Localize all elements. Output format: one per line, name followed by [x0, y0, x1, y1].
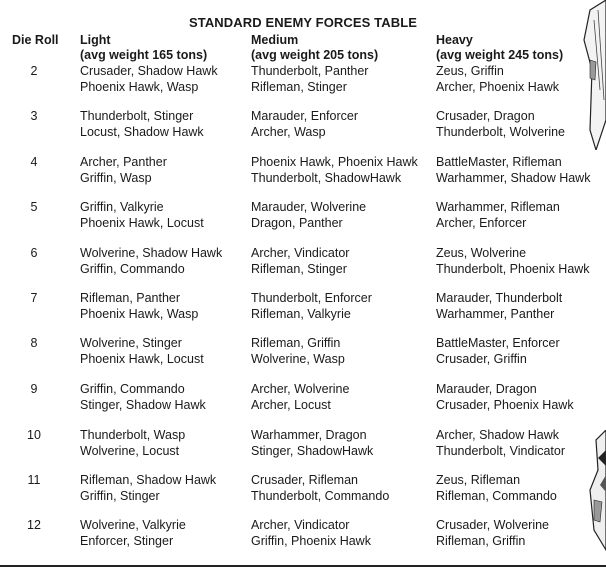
medium-cell: [251, 245, 349, 277]
heavy-line-2: Archer, Enforcer: [436, 216, 527, 230]
medium-line-1: Thunderbolt, Enforcer: [251, 291, 372, 305]
medium-cell: [251, 290, 372, 322]
heavy-cell: [436, 199, 560, 231]
light-cell: [80, 108, 204, 140]
medium-line-2: Rifleman, Stinger: [251, 262, 347, 276]
medium-line-2: Thunderbolt, ShadowHawk: [251, 171, 402, 185]
heavy-line-1: Marauder, Dragon: [436, 382, 537, 396]
table-row: [0, 427, 606, 459]
medium-line-2: Archer, Locust: [251, 398, 331, 412]
medium-line-1: Rifleman, Griffin: [251, 336, 341, 350]
light-line-1: Griffin, Valkyrie: [80, 200, 164, 214]
header-medium: Medium: [251, 33, 299, 47]
medium-line-2: Rifleman, Valkyrie: [251, 307, 351, 321]
die-roll-value: 11: [27, 473, 41, 487]
heavy-cell: [436, 335, 560, 367]
heavy-line-2: Rifleman, Commando: [436, 489, 557, 503]
medium-line-1: Warhammer, Dragon: [251, 428, 367, 442]
heavy-cell: [436, 517, 549, 549]
heavy-line-2: Crusader, Griffin: [436, 352, 527, 366]
die-roll-value: 12: [27, 518, 41, 532]
medium-cell: [251, 63, 368, 95]
light-line-1: Thunderbolt, Stinger: [80, 109, 194, 123]
medium-cell: [251, 517, 371, 549]
heavy-line-2: Warhammer, Shadow Hawk: [436, 171, 591, 185]
heavy-cell: [436, 472, 557, 504]
header-light-weight: (avg weight 165 tons): [80, 48, 208, 62]
heavy-line-1: Marauder, Thunderbolt: [436, 291, 563, 305]
light-cell: [80, 154, 167, 186]
table-row: [0, 199, 606, 231]
medium-line-1: Archer, Vindicator: [251, 518, 350, 532]
heavy-line-2: Thunderbolt, Vindicator: [436, 444, 566, 458]
heavy-cell: [436, 381, 574, 413]
light-line-1: Archer, Panther: [80, 155, 167, 169]
header-medium-weight: (avg weight 205 tons): [251, 48, 379, 62]
table-row: [0, 154, 606, 186]
medium-line-1: Archer, Vindicator: [251, 246, 350, 260]
heavy-line-1: Zeus, Griffin: [436, 64, 504, 78]
medium-line-1: Marauder, Enforcer: [251, 109, 358, 123]
light-cell: [80, 63, 218, 95]
light-cell: [80, 472, 216, 504]
light-line-2: Griffin, Stinger: [80, 489, 160, 503]
heavy-line-2: Thunderbolt, Wolverine: [436, 125, 566, 139]
medium-cell: [251, 335, 345, 367]
die-roll-value: 6: [30, 246, 38, 260]
die-roll-value: 8: [30, 336, 38, 350]
light-line-2: Phoenix Hawk, Locust: [80, 216, 204, 230]
header-heavy-weight: (avg weight 245 tons): [436, 48, 564, 62]
heavy-line-1: Archer, Shadow Hawk: [436, 428, 559, 442]
medium-cell: [251, 199, 366, 231]
die-roll-value: 2: [30, 64, 38, 78]
heavy-line-1: Crusader, Dragon: [436, 109, 535, 123]
medium-line-1: Archer, Wolverine: [251, 382, 350, 396]
medium-line-1: Crusader, Rifleman: [251, 473, 358, 487]
light-line-1: Wolverine, Stinger: [80, 336, 182, 350]
heavy-line-1: Crusader, Wolverine: [436, 518, 550, 532]
bottom-rule: [0, 565, 606, 567]
table-row: [0, 290, 606, 322]
medium-cell: [251, 472, 389, 504]
medium-line-1: Marauder, Wolverine: [251, 200, 367, 214]
header-die-roll: Die Roll: [12, 33, 59, 47]
light-line-2: Phoenix Hawk, Locust: [80, 352, 204, 366]
light-line-1: Wolverine, Shadow Hawk: [80, 246, 223, 260]
header-heavy: Heavy: [436, 33, 473, 47]
table-row: [0, 517, 606, 549]
medium-cell: [251, 154, 418, 186]
light-cell: [80, 290, 198, 322]
light-line-1: Wolverine, Valkyrie: [80, 518, 186, 532]
die-roll-value: 3: [30, 109, 38, 123]
heavy-line-1: Zeus, Rifleman: [436, 473, 521, 487]
medium-line-1: Thunderbolt, Panther: [251, 64, 369, 78]
heavy-line-2: Warhammer, Panther: [436, 307, 555, 321]
light-line-1: Crusader, Shadow Hawk: [80, 64, 218, 78]
heavy-cell: [436, 108, 565, 140]
light-line-2: Phoenix Hawk, Wasp: [80, 80, 199, 94]
light-line-1: Griffin, Commando: [80, 382, 185, 396]
die-roll-value: 7: [30, 291, 38, 305]
light-line-1: Rifleman, Panther: [80, 291, 181, 305]
light-cell: [80, 427, 185, 459]
heavy-line-1: Warhammer, Rifleman: [436, 200, 560, 214]
heavy-cell: [436, 154, 590, 186]
light-line-1: Rifleman, Shadow Hawk: [80, 473, 217, 487]
table-title: STANDARD ENEMY FORCES TABLE: [188, 15, 418, 30]
table-row: [0, 381, 606, 413]
heavy-line-1: Zeus, Wolverine: [436, 246, 527, 260]
heavy-line-1: BattleMaster, Rifleman: [436, 155, 562, 169]
light-line-2: Griffin, Wasp: [80, 171, 152, 185]
medium-line-2: Rifleman, Stinger: [251, 80, 347, 94]
table-row: [0, 245, 606, 277]
heavy-line-2: Crusader, Phoenix Hawk: [436, 398, 574, 412]
heavy-line-2: Thunderbolt, Phoenix Hawk: [436, 262, 590, 276]
light-line-2: Griffin, Commando: [80, 262, 185, 276]
heavy-line-2: Archer, Phoenix Hawk: [436, 80, 559, 94]
heavy-cell: [436, 63, 559, 95]
light-cell: [80, 199, 204, 231]
medium-line-2: Stinger, ShadowHawk: [251, 444, 374, 458]
medium-line-2: Griffin, Phoenix Hawk: [251, 534, 371, 548]
medium-cell: [251, 381, 349, 413]
light-line-2: Stinger, Shadow Hawk: [80, 398, 206, 412]
light-line-2: Locust, Shadow Hawk: [80, 125, 204, 139]
header-light: Light: [80, 33, 111, 47]
medium-line-2: Wolverine, Wasp: [251, 352, 345, 366]
table-row: [0, 335, 606, 367]
die-roll-value: 9: [30, 382, 38, 396]
heavy-line-2: Rifleman, Griffin: [436, 534, 526, 548]
light-line-2: Wolverine, Locust: [80, 444, 180, 458]
heavy-cell: [436, 427, 565, 459]
medium-line-2: Dragon, Panther: [251, 216, 343, 230]
medium-line-2: Thunderbolt, Commando: [251, 489, 390, 503]
table-row: [0, 472, 606, 504]
medium-cell: [251, 108, 358, 140]
heavy-cell: [436, 290, 562, 322]
die-roll-value: 5: [30, 200, 38, 214]
medium-cell: [251, 427, 373, 459]
light-cell: [80, 335, 204, 367]
light-line-2: Phoenix Hawk, Wasp: [80, 307, 199, 321]
table-row: [0, 63, 606, 95]
die-roll-value: 10: [27, 428, 41, 442]
heavy-line-1: BattleMaster, Enforcer: [436, 336, 560, 350]
medium-line-2: Archer, Wasp: [251, 125, 326, 139]
light-cell: [80, 381, 206, 413]
heavy-cell: [436, 245, 590, 277]
medium-line-1: Phoenix Hawk, Phoenix Hawk: [251, 155, 418, 169]
light-cell: [80, 517, 186, 549]
light-line-2: Enforcer, Stinger: [80, 534, 174, 548]
light-cell: [80, 245, 222, 277]
table-row: [0, 108, 606, 140]
die-roll-value: 4: [30, 155, 38, 169]
light-line-1: Thunderbolt, Wasp: [80, 428, 186, 442]
